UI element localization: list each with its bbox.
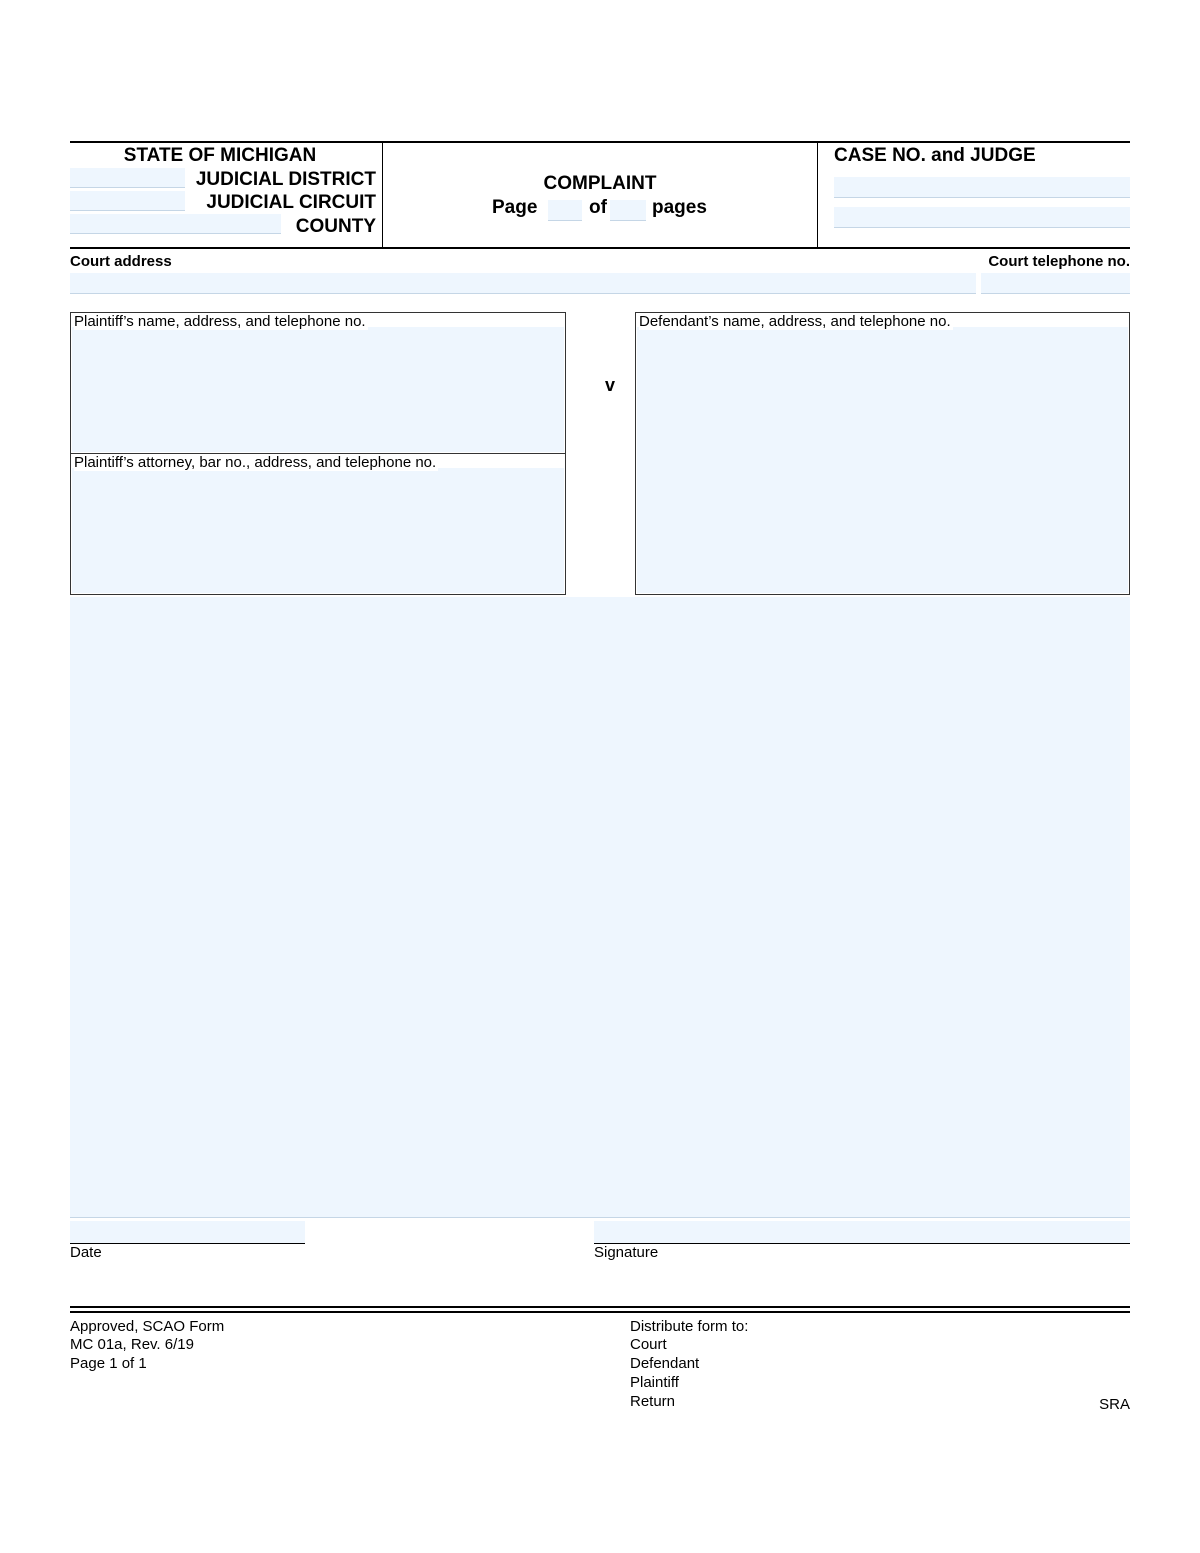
county-field[interactable] bbox=[70, 214, 281, 234]
signature-field[interactable] bbox=[594, 1221, 1130, 1244]
recipient-plaintiff: Plaintiff bbox=[630, 1374, 679, 1391]
header-divider-right bbox=[817, 142, 818, 248]
page-count: Page 1 of 1 bbox=[70, 1355, 147, 1372]
total-pages-field[interactable] bbox=[610, 200, 646, 221]
circuit-label: JUDICIAL CIRCUIT bbox=[206, 192, 376, 213]
recipient-defendant: Defendant bbox=[630, 1355, 700, 1372]
header-bottom-rule bbox=[70, 247, 1130, 249]
page-word: Page bbox=[492, 197, 538, 218]
complaint-body-field[interactable] bbox=[70, 597, 1130, 1218]
page-number-field[interactable] bbox=[548, 200, 582, 221]
distribute-heading: Distribute form to: bbox=[630, 1318, 749, 1335]
court-telephone-field[interactable] bbox=[981, 273, 1130, 294]
header-top-rule bbox=[70, 141, 1130, 143]
judge-field[interactable] bbox=[834, 207, 1130, 228]
attorney-label: Plaintiff’s attorney, bar no., address, and telephone no. bbox=[74, 454, 437, 471]
case-no-field[interactable] bbox=[834, 177, 1130, 198]
date-label: Date bbox=[70, 1244, 102, 1261]
approved-text: Approved, SCAO Form bbox=[70, 1318, 225, 1335]
defendant-label: Defendant’s name, address, and telephone no. bbox=[639, 313, 951, 330]
form-title: COMPLAINT bbox=[543, 173, 657, 194]
district-label: JUDICIAL DISTRICT bbox=[195, 169, 376, 190]
footer-rule-bottom bbox=[70, 1311, 1130, 1313]
form-number: MC 01a, Rev. 6/19 bbox=[70, 1336, 194, 1353]
attorney-field[interactable] bbox=[72, 468, 564, 593]
recipient-court: Court bbox=[630, 1336, 667, 1353]
attorney-box bbox=[70, 453, 566, 595]
form-code: SRA bbox=[1099, 1396, 1130, 1413]
district-field[interactable] bbox=[70, 168, 185, 188]
circuit-field[interactable] bbox=[70, 191, 185, 211]
footer-rule-top bbox=[70, 1306, 1130, 1308]
court-address-field[interactable] bbox=[70, 273, 976, 294]
defendant-field[interactable] bbox=[637, 327, 1128, 593]
case-no-label: CASE NO. and JUDGE bbox=[834, 145, 1036, 166]
recipient-return: Return bbox=[630, 1393, 676, 1410]
pages-word: pages bbox=[652, 197, 707, 218]
court-address-label: Court address bbox=[70, 253, 172, 270]
date-field[interactable] bbox=[70, 1221, 305, 1244]
county-label: COUNTY bbox=[295, 216, 376, 237]
defendant-box bbox=[635, 312, 1130, 595]
state-heading: STATE OF MICHIGAN bbox=[123, 145, 317, 166]
court-telephone-label: Court telephone no. bbox=[988, 253, 1130, 270]
plaintiff-box bbox=[70, 312, 566, 454]
versus-label: v bbox=[605, 375, 616, 395]
header-divider-left bbox=[382, 142, 383, 248]
of-word: of bbox=[589, 197, 607, 218]
signature-label: Signature bbox=[594, 1244, 659, 1261]
plaintiff-label: Plaintiff’s name, address, and telephone no. bbox=[74, 313, 366, 330]
plaintiff-field[interactable] bbox=[72, 327, 564, 452]
